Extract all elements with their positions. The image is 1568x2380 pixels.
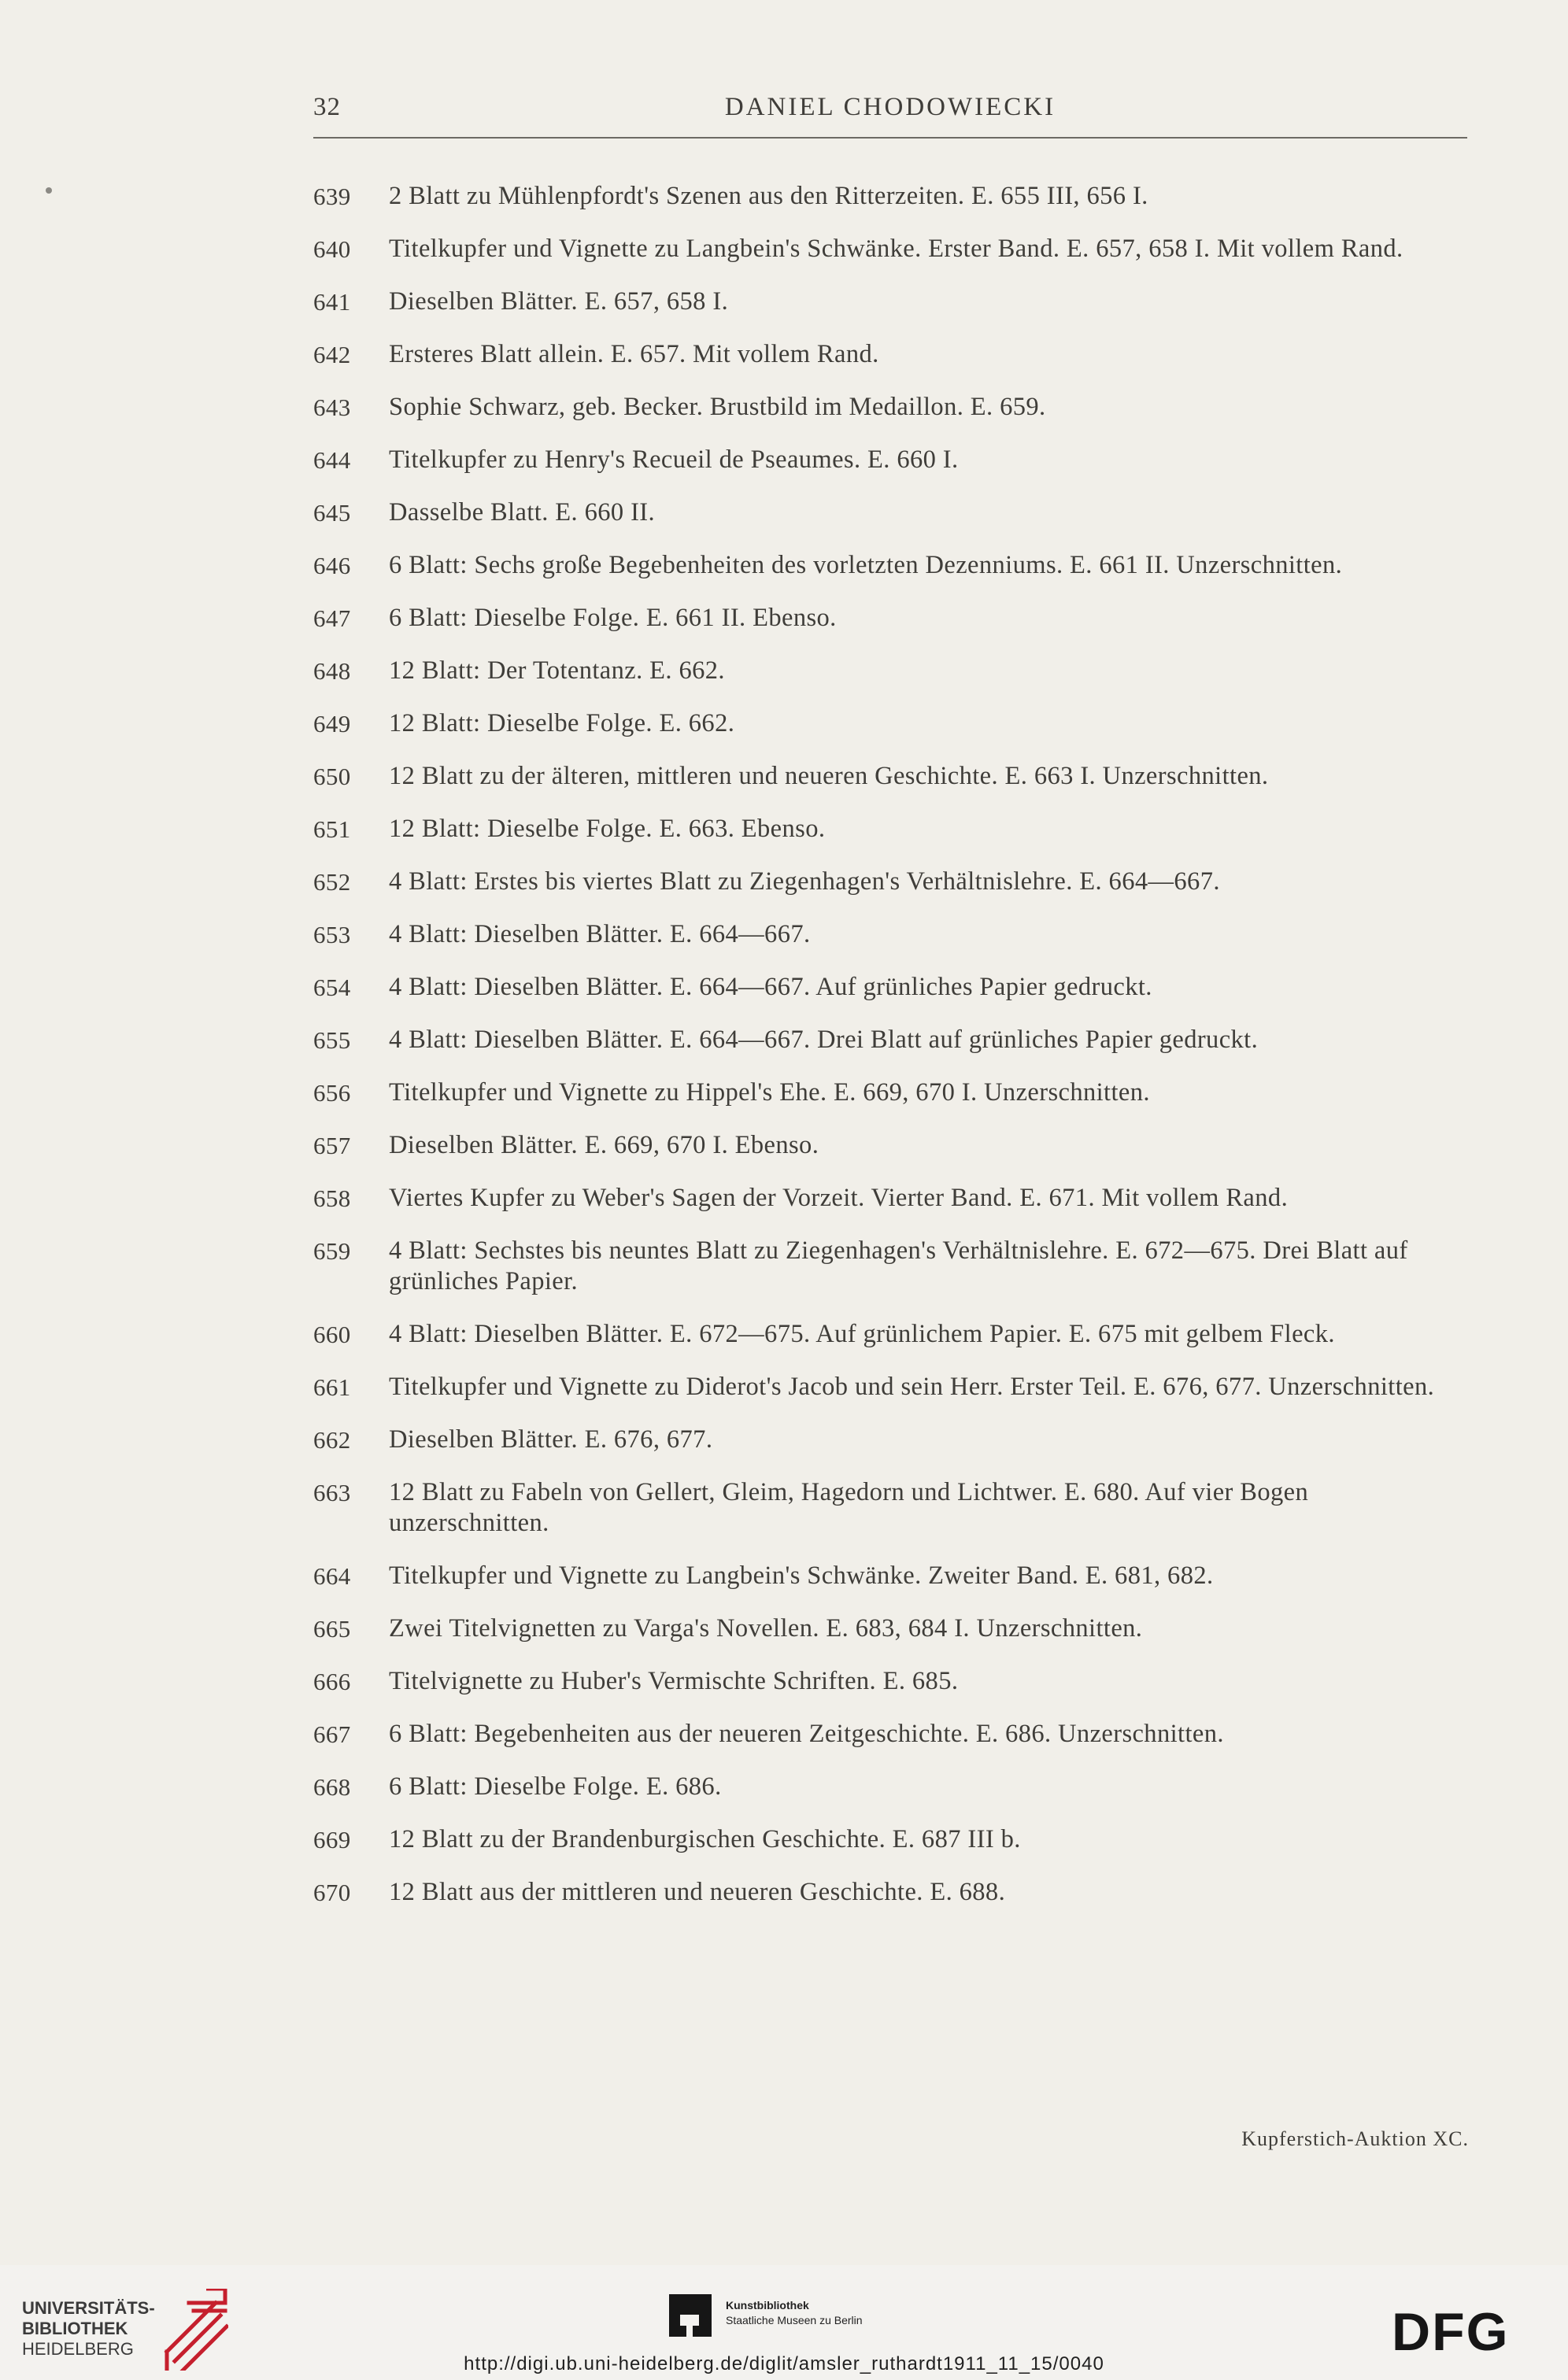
library-name-line: BIBLIOTHEK (22, 2319, 128, 2338)
entry-number: 639 (313, 183, 351, 210)
dfg-logo: DFG (1392, 2302, 1510, 2362)
entry-description: Titelkupfer und Vignette zu Diderot's Jacob und sein Herr. Erster Teil. E. 676, 677. Unzerschnitten. (389, 1373, 1435, 1401)
catalog-entry (313, 1025, 1475, 1055)
entry-description: 4 Blatt: Dieselben Blätter. E. 664—667. Auf grünliches Papier gedruckt. (389, 973, 1152, 1001)
entry-number: 655 (313, 1026, 351, 1054)
catalog-entry (313, 339, 1475, 370)
library-name-line: UNIVERSITÄTS- (22, 2298, 155, 2318)
catalog-entry (313, 497, 1475, 528)
kunstbibliothek-title: Kunstbibliothek (726, 2299, 809, 2312)
entry-number: 644 (313, 446, 351, 474)
catalog-entry (313, 445, 1475, 475)
entry-number: 647 (313, 604, 351, 632)
catalog-entry (313, 603, 1475, 634)
entry-number: 667 (313, 1720, 351, 1748)
entry-description: 12 Blatt: Dieselbe Folge. E. 662. (389, 709, 735, 737)
entry-description: 12 Blatt zu Fabeln von Gellert, Gleim, Hagedorn und Lichtwer. E. 680. Auf vier Bogen unzerschnitten. (389, 1478, 1309, 1537)
entry-description: 12 Blatt: Dieselbe Folge. E. 663. Ebenso. (389, 815, 826, 843)
catalog-entry (313, 1613, 1475, 1644)
entry-number: 665 (313, 1615, 351, 1643)
university-library-logo-icon (156, 2289, 228, 2371)
entry-number: 666 (313, 1668, 351, 1695)
entry-description: 12 Blatt: Der Totentanz. E. 662. (389, 656, 725, 685)
catalog-entry (313, 234, 1475, 264)
entry-number: 670 (313, 1879, 351, 1906)
entry-description: Titelkupfer und Vignette zu Hippel's Ehe. E. 669, 670 I. Unzerschnitten. (389, 1078, 1150, 1107)
catalog-entry (313, 550, 1475, 581)
entry-description: Viertes Kupfer zu Weber's Sagen der Vorzeit. Vierter Band. E. 671. Mit vollem Rand. (389, 1184, 1289, 1212)
digital-library-footer (0, 2265, 1568, 2380)
catalog-entry (313, 1877, 1475, 1908)
entry-number: 668 (313, 1773, 351, 1801)
entry-number: 650 (313, 763, 351, 790)
entry-description: 12 Blatt zu der älteren, mittleren und neueren Geschichte. E. 663 I. Unzerschnitten. (389, 762, 1269, 790)
kunstbibliothek-text (726, 2298, 938, 2328)
university-library-name (22, 2298, 168, 2360)
catalog-entry (313, 708, 1475, 739)
entry-number: 660 (313, 1321, 351, 1348)
entry-number: 645 (313, 499, 351, 527)
entry-description: Titelkupfer und Vignette zu Langbein's Schwänke. Erster Band. E. 657, 658 I. Mit vollem Rand. (389, 235, 1403, 263)
entry-number: 654 (313, 974, 351, 1001)
entry-number: 661 (313, 1373, 351, 1401)
catalog-entry (313, 1666, 1475, 1697)
entry-description: 4 Blatt: Dieselben Blätter. E. 664—667. (389, 920, 811, 948)
entry-number: 669 (313, 1826, 351, 1853)
catalog-entry (313, 1130, 1475, 1161)
entry-description: 6 Blatt: Dieselbe Folge. E. 686. (389, 1772, 722, 1801)
entry-description: Dieselben Blätter. E. 676, 677. (389, 1425, 713, 1454)
entry-number: 662 (313, 1426, 351, 1454)
entry-description: 12 Blatt aus der mittleren und neueren Geschichte. E. 688. (389, 1878, 1006, 1906)
entry-description: 4 Blatt: Dieselben Blätter. E. 664—667. Drei Blatt auf grünliches Papier gedruckt. (389, 1026, 1259, 1054)
entry-number: 652 (313, 868, 351, 896)
digital-object-url[interactable]: http://digi.ub.uni-heidelberg.de/diglit/amsler_ruthardt1911_11_15/0040 (464, 2353, 1104, 2374)
catalog-entry (313, 1183, 1475, 1214)
entry-number: 649 (313, 710, 351, 737)
catalog-entry (313, 1236, 1475, 1297)
entry-description: 6 Blatt: Begebenheiten aus der neueren Zeitgeschichte. E. 686. Unzerschnitten. (389, 1720, 1224, 1748)
catalog-entry (313, 814, 1475, 844)
entry-number: 664 (313, 1562, 351, 1590)
entry-description: 4 Blatt: Sechstes bis neuntes Blatt zu Ziegenhagen's Verhältnislehre. E. 672—675. Drei Blatt auf grünliches Papier. (389, 1236, 1408, 1295)
catalog-entry (313, 1077, 1475, 1108)
entry-description: Dieselben Blätter. E. 657, 658 I. (389, 287, 729, 316)
catalog-entry (313, 761, 1475, 792)
catalog-entry (313, 1372, 1475, 1402)
catalog-entry (313, 656, 1475, 686)
entry-number: 640 (313, 235, 351, 263)
entry-number: 651 (313, 815, 351, 843)
entry-description: Ersteres Blatt allein. E. 657. Mit vollem Rand. (389, 340, 879, 368)
entry-description: 2 Blatt zu Mühlenpfordt's Szenen aus den Ritterzeiten. E. 655 III, 656 I. (389, 182, 1148, 210)
entry-description: Titelvignette zu Huber's Vermischte Schriften. E. 685. (389, 1667, 959, 1695)
entry-number: 643 (313, 394, 351, 421)
kunstbibliothek-logo-icon (668, 2293, 713, 2338)
entry-description: Sophie Schwarz, geb. Becker. Brustbild im Medaillon. E. 659. (389, 393, 1046, 421)
catalog-entry (313, 392, 1475, 423)
entry-description: 12 Blatt zu der Brandenburgischen Geschichte. E. 687 III b. (389, 1825, 1021, 1853)
catalog-entry (313, 1425, 1475, 1455)
entry-description: 6 Blatt: Sechs große Begebenheiten des vorletzten Dezenniums. E. 661 II. Unzerschnitten. (389, 551, 1343, 579)
catalog-entry (313, 286, 1475, 317)
entry-number: 659 (313, 1237, 351, 1265)
catalog-entry (313, 1477, 1475, 1539)
catalog-entry (313, 1772, 1475, 1802)
entry-description: Titelkupfer und Vignette zu Langbein's Schwänke. Zweiter Band. E. 681, 682. (389, 1561, 1214, 1590)
entry-number: 657 (313, 1132, 351, 1159)
kunstbibliothek-subtitle: Staatliche Museen zu Berlin (726, 2314, 863, 2326)
catalog-entry (313, 972, 1475, 1003)
entry-description: Dasselbe Blatt. E. 660 II. (389, 498, 656, 527)
catalog-entry (313, 1824, 1475, 1855)
entry-number: 663 (313, 1479, 351, 1506)
page-number: 32 (313, 93, 341, 121)
page-header (313, 93, 1467, 139)
entry-description: 6 Blatt: Dieselbe Folge. E. 661 II. Ebenso. (389, 604, 837, 632)
catalog-entry (313, 181, 1475, 212)
catalog-entry (313, 1319, 1475, 1350)
page-spot (46, 187, 52, 194)
entry-description: Zwei Titelvignetten zu Varga's Novellen. E. 683, 684 I. Unzerschnitten. (389, 1614, 1143, 1643)
catalog-entry (313, 919, 1475, 950)
entry-number: 653 (313, 921, 351, 948)
entry-description: 4 Blatt: Dieselben Blätter. E. 672—675. Auf grünlichem Papier. E. 675 mit gelbem Fleck. (389, 1320, 1335, 1348)
running-title: DANIEL CHODOWIECKI (724, 93, 1056, 121)
catalog-entry (313, 1561, 1475, 1591)
catalogue-title: Kupferstich-Auktion XC. (1241, 2127, 1469, 2150)
entry-description: 4 Blatt: Erstes bis viertes Blatt zu Ziegenhagen's Verhältnislehre. E. 664—667. (389, 867, 1220, 896)
library-name-line: HEIDELBERG (22, 2339, 134, 2359)
catalog-entry (313, 867, 1475, 897)
entry-description: Dieselben Blätter. E. 669, 670 I. Ebenso. (389, 1131, 819, 1159)
entry-number: 641 (313, 288, 351, 316)
entry-number: 642 (313, 341, 351, 368)
entry-description: Titelkupfer zu Henry's Recueil de Pseaumes. E. 660 I. (389, 445, 959, 474)
entry-number: 658 (313, 1184, 351, 1212)
catalog-entry (313, 1719, 1475, 1750)
entry-number: 648 (313, 657, 351, 685)
entry-number: 646 (313, 552, 351, 579)
entry-number: 656 (313, 1079, 351, 1107)
catalog-entry-list (313, 181, 1475, 1930)
